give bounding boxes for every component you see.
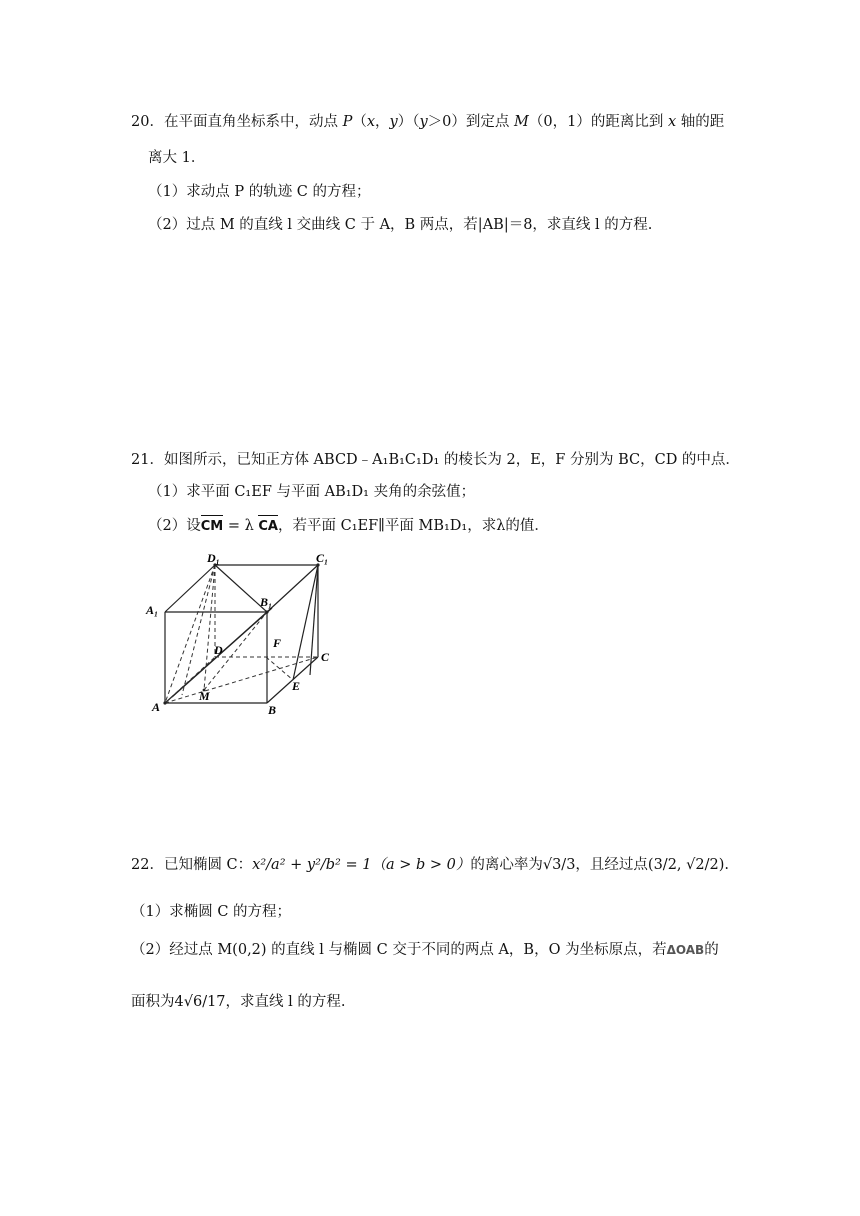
triangle-oab: ΔOAB: [666, 943, 705, 957]
label-d1: D₁: [207, 551, 220, 565]
q20-stem: 20．在平面直角坐标系中，动点 P（x，y）（y＞0）到定点 M（0，1）的距离比到 x 轴的距: [131, 114, 725, 130]
label-c: C: [321, 650, 330, 664]
q21-stem: 21．如图所示，已知正方体 ABCD﹣A₁B₁C₁D₁ 的棱长为 2，E，F 分别为 BC，CD 的中点．: [131, 452, 740, 468]
label-b1: B₁: [260, 595, 273, 609]
vector-ca: CA: [258, 517, 278, 537]
cube-figure: [140, 550, 350, 720]
label-d: D: [214, 643, 223, 657]
q22-part2-cont: 面积为4√6/17，求直线 l 的方程.: [131, 994, 346, 1010]
q21-part1: （1）求平面 C₁EF 与平面 AB₁D₁ 夹角的余弦值；: [148, 484, 476, 500]
q21-part2: （2）设CM = λ CA，若平面 C₁EF∥平面 MB₁D₁，求λ的值．: [148, 516, 549, 537]
q20-part1: （1）求动点 P 的轨迹 C 的方程；: [148, 184, 371, 200]
label-m: M: [199, 689, 210, 703]
q22-part1: （1）求椭圆 C 的方程；: [131, 904, 292, 920]
label-a1: A₁: [146, 603, 159, 617]
label-b: B: [268, 703, 277, 717]
q22-part2: （2）经过点 M(0,2) 的直线 l 与椭圆 C 交于不同的两点 A，B，O 为坐标原点，若ΔOAB的: [131, 942, 719, 958]
q20-stem-cont: 离大 1．: [148, 150, 206, 166]
area-value: 4√6/17: [174, 994, 226, 1010]
label-f: F: [273, 636, 282, 650]
vector-cm: CM: [201, 517, 223, 537]
q22-stem: 22．已知椭圆 C：x²/a² + y²/b² = 1（a > b > 0）的离心率为√3/3，且经过点(3/2, √2/2).: [131, 857, 729, 873]
label-e: E: [292, 679, 301, 693]
point-coord: (3/2, √2/2): [647, 857, 725, 873]
q20-part2: （2）过点 M 的直线 l 交曲线 C 于 A，B 两点，若|AB|＝8，求直线 l 的方程.: [148, 217, 653, 233]
eccentricity: √3/3: [542, 857, 576, 873]
label-c1: C₁: [316, 551, 329, 565]
label-a: A: [152, 700, 161, 714]
